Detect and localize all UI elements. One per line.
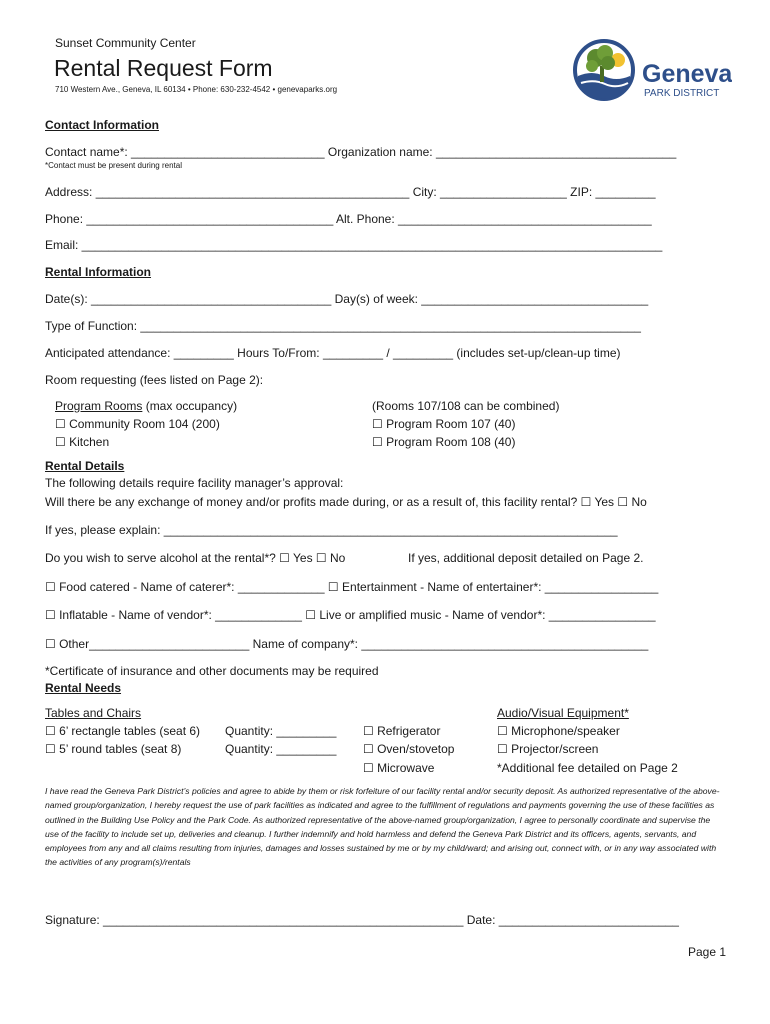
kitchen-checkbox[interactable]: ☐ Kitchen bbox=[55, 435, 110, 449]
rental-details-heading: Rental Details bbox=[45, 459, 125, 473]
contact-section-heading: Contact Information bbox=[45, 118, 159, 132]
tables-chairs-heading: Tables and Chairs bbox=[45, 706, 142, 720]
center-name: Sunset Community Center bbox=[55, 36, 196, 50]
rectangle-tables-checkbox[interactable]: ☐ 6’ rectangle tables (seat 6) bbox=[45, 724, 201, 738]
explain-line[interactable]: If yes, please explain: ____________________________________________________________________ bbox=[45, 523, 618, 537]
alcohol-question[interactable]: Do you wish to serve alcohol at the rental*? ☐ Yes ☐ No bbox=[45, 551, 346, 565]
contact-name-org-line[interactable]: Contact name*: _____________________________ Organization name: ____________________________________ bbox=[45, 145, 677, 159]
logo-name: Geneva bbox=[642, 60, 732, 88]
geneva-park-district-logo bbox=[572, 36, 732, 104]
room-108-checkbox[interactable]: ☐ Program Room 108 (40) bbox=[372, 435, 516, 449]
logo-emblem-icon bbox=[572, 36, 732, 104]
av-equipment-heading: Audio/Visual Equipment* bbox=[497, 706, 629, 720]
microphone-checkbox[interactable]: ☐ Microphone/speaker bbox=[497, 724, 620, 738]
projector-checkbox[interactable]: ☐ Projector/screen bbox=[497, 742, 599, 756]
round-tables-checkbox[interactable]: ☐ 5’ round tables (seat 8) bbox=[45, 742, 182, 756]
center-address: 710 Western Ave., Geneva, IL 60134 • Phone: 630-232-4542 • genevaparks.org bbox=[55, 85, 338, 94]
function-type-line[interactable]: Type of Function: ___________________________________________________________________________ bbox=[45, 319, 641, 333]
alcohol-deposit-note: If yes, additional deposit detailed on Page 2. bbox=[408, 551, 644, 565]
round-quantity-field[interactable]: Quantity: _________ bbox=[225, 742, 337, 756]
dates-line[interactable]: Date(s): ____________________________________ Day(s) of week: __________________________________ bbox=[45, 292, 649, 306]
phone-line[interactable]: Phone: _____________________________________ Alt. Phone: ______________________________________ bbox=[45, 212, 652, 226]
attendance-hours-line[interactable]: Anticipated attendance: _________ Hours To/From: _________ / _________ (includes set-up/clean-up time) bbox=[45, 346, 621, 360]
logo-subtitle: PARK DISTRICT bbox=[644, 88, 720, 99]
money-exchange-question[interactable]: Will there be any exchange of money and/or profits made during, or as a result of, this facility rental? ☐ Yes ☐ No bbox=[45, 495, 647, 509]
certificate-note: *Certificate of insurance and other documents may be required bbox=[45, 664, 379, 678]
refrigerator-checkbox[interactable]: ☐ Refrigerator bbox=[363, 724, 441, 738]
email-line[interactable]: Email: _______________________________________________________________________________________ bbox=[45, 238, 663, 252]
food-entertainment-line[interactable]: ☐ Food catered - Name of caterer*: _____________ ☐ Entertainment - Name of entertainer*: _________________ bbox=[45, 580, 659, 594]
consent-paragraph: I have read the Geneva Park District’s policies and agree to abide by them or risk forfeiture of our facility rental and/or security deposit. As authorized representative of the above-named group/organization, I hereby request the use of park facilities as indicated and agree to the fulfillment of regulations and payments governing the use of these facilities as outlined in the Building Use Policy and the Park Code. As authorized representative of the above-named group/organization, I agree to personally coordinate and supervise the use of the facility to include set up, deliveries and cleanup. I further indemnify and hold harmless and defend the Geneva Park District and its officers, agents, servants, and employees from any and all claims resulting from injuries, damages and losses sustained by me or by my child/ward; and arising out, connect with, or in any way associated with the activities of any program(s)/rentals bbox=[45, 786, 720, 868]
rooms-combined-note: (Rooms 107/108 can be combined) bbox=[372, 399, 560, 413]
rectangle-quantity-field[interactable]: Quantity: _________ bbox=[225, 724, 337, 738]
rental-info-heading: Rental Information bbox=[45, 265, 152, 279]
room-104-checkbox[interactable]: ☐ Community Room 104 (200) bbox=[55, 417, 220, 431]
contact-note: *Contact must be present during rental bbox=[45, 161, 182, 170]
rental-needs-heading: Rental Needs bbox=[45, 681, 122, 695]
approval-note: The following details require facility manager’s approval: bbox=[45, 476, 344, 490]
page-title: Rental Request Form bbox=[54, 55, 273, 81]
address-city-zip-line[interactable]: Address: _______________________________________________ City: ___________________ ZIP: _________ bbox=[45, 185, 656, 199]
room-107-checkbox[interactable]: ☐ Program Room 107 (40) bbox=[372, 417, 516, 431]
program-rooms-label: Program Rooms (max occupancy) bbox=[55, 399, 238, 413]
signature-date-line[interactable]: Signature: ______________________________________________________ Date: ___________________________ bbox=[45, 913, 679, 927]
microwave-checkbox[interactable]: ☐ Microwave bbox=[363, 761, 435, 775]
other-company-line[interactable]: ☐ Other________________________ Name of company*: ___________________________________________ bbox=[45, 637, 649, 651]
page-number: Page 1 bbox=[688, 945, 727, 959]
oven-checkbox[interactable]: ☐ Oven/stovetop bbox=[363, 742, 455, 756]
inflatable-music-line[interactable]: ☐ Inflatable - Name of vendor*: _____________ ☐ Live or amplified music - Name of vendor*: ________________ bbox=[45, 608, 656, 622]
room-requesting-label: Room requesting (fees listed on Page 2): bbox=[45, 373, 264, 387]
av-fee-note: *Additional fee detailed on Page 2 bbox=[497, 761, 678, 775]
